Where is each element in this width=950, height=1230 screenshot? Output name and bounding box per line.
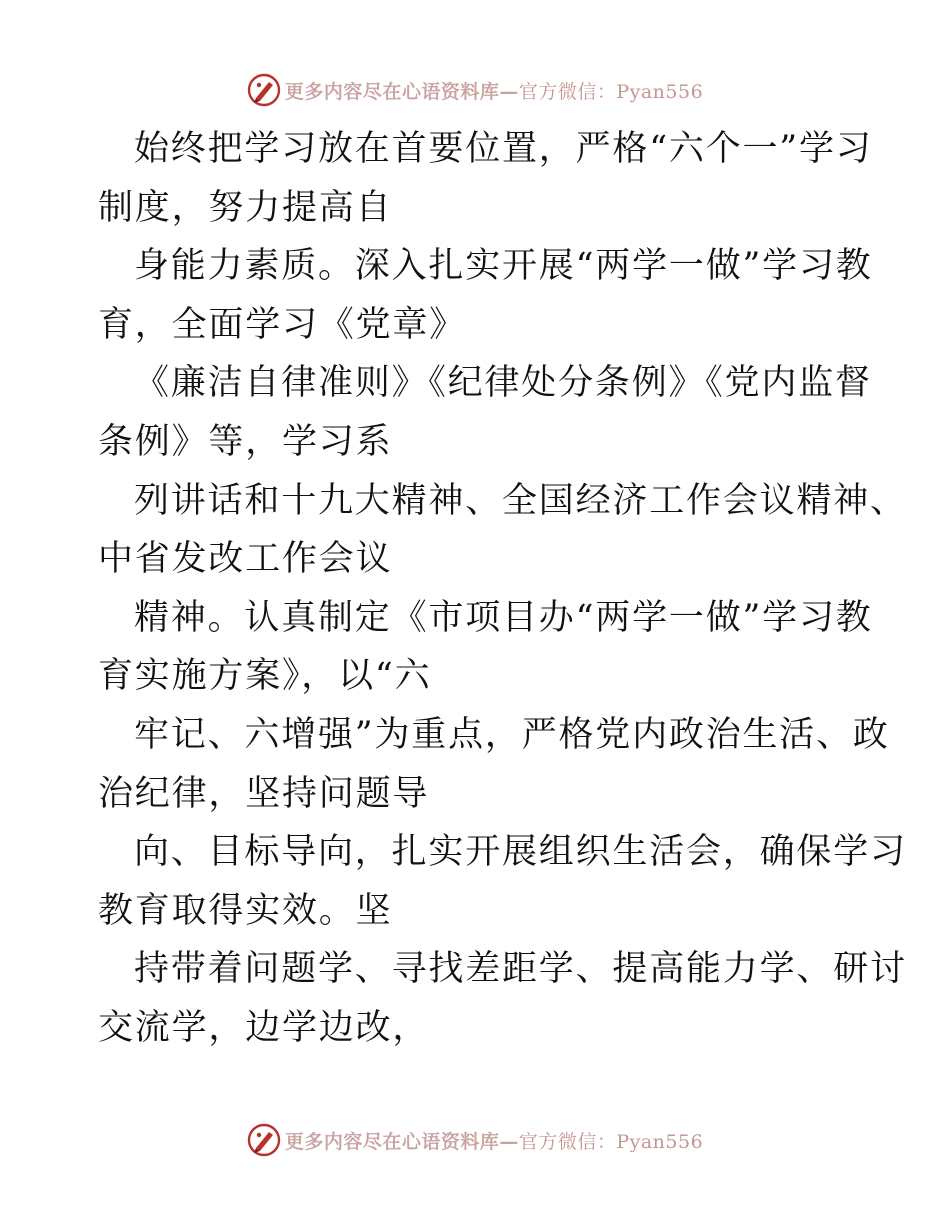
text-line-7: 列讲话和十九大精神、全国经济工作会议精神、 — [134, 480, 907, 521]
text-line-8: 中省发改工作会议 — [98, 539, 393, 580]
text-line-3: 身能力素质。深入扎实开展“两学一做”学习教 — [134, 246, 873, 287]
text-line-10: 育实施方案》，以“六 — [98, 656, 432, 697]
text-line-15: 持带着问题学、寻找差距学、提高能力学、研讨 — [134, 949, 907, 990]
text-line-4: 育，全面学习《党章》 — [98, 304, 467, 345]
text-line-14: 教育取得实效。坚 — [98, 890, 393, 931]
footer-title: 更多内容尽在心语资料库— — [284, 1130, 519, 1153]
text-line-11: 牢记、六增强”为重点，严格党内政治生活、政 — [134, 714, 890, 755]
text-line-5: 《廉洁自律准则》《纪律处分条例》《党内监督 — [134, 363, 872, 404]
footer-banner — [0, 1120, 950, 1160]
text-line-9: 精神。认真制定《市项目办“两学一做”学习教 — [134, 597, 873, 638]
text-line-16: 交流学，边学边改， — [98, 1007, 430, 1048]
text-line-12: 治纪律，坚持问题导 — [98, 773, 430, 814]
banner-title: 更多内容尽在心语资料库— — [284, 80, 519, 103]
header-banner — [0, 70, 950, 110]
banner-wechat: 官方微信：Pyan556 — [518, 80, 704, 103]
text-line-13: 向、目标导向，扎实开展组织生活会，确保学习 — [134, 832, 907, 873]
document-body — [98, 120, 907, 1058]
pen-logo-icon — [247, 1123, 281, 1157]
pen-logo-icon — [247, 73, 281, 107]
text-line-6: 条例》等，学习系 — [98, 421, 393, 462]
footer-wechat: 官方微信：Pyan556 — [518, 1130, 704, 1153]
text-line-1: 始终把学习放在首要位置，严格“六个一”学习 — [134, 129, 873, 169]
text-line-2: 制度，努力提高自 — [98, 187, 393, 228]
